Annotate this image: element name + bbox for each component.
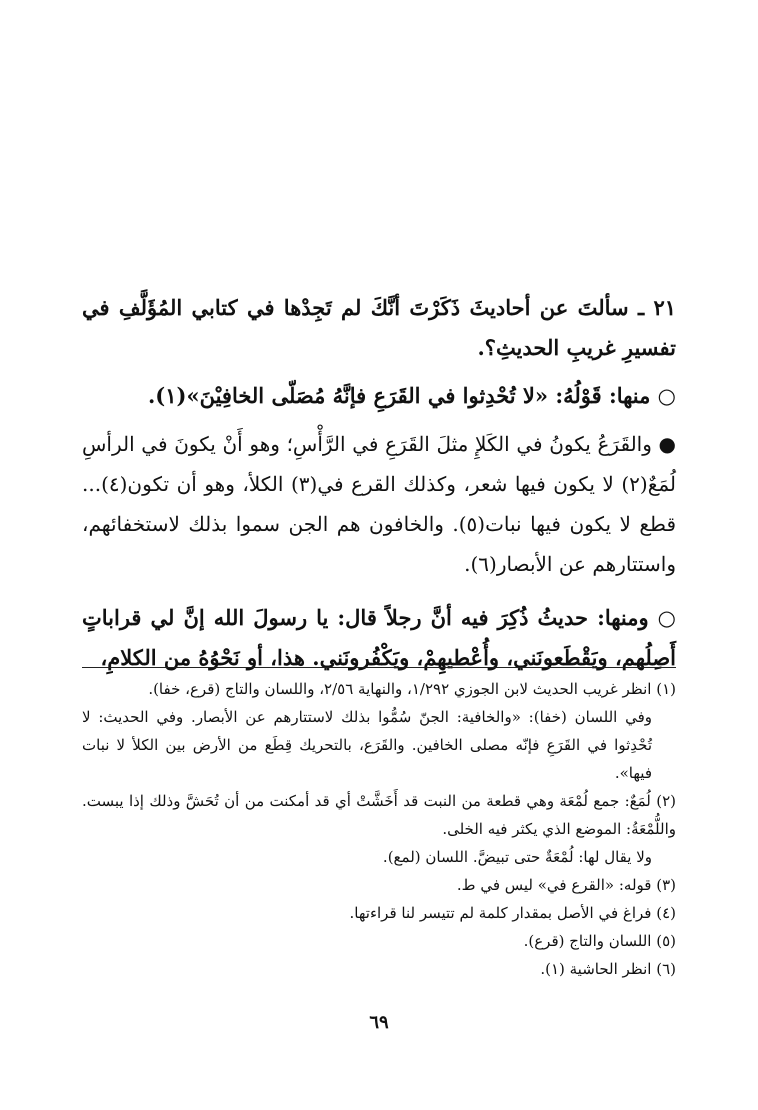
footnote-6: (٦) انظر الحاشية (١).	[540, 960, 676, 978]
footnote-2-continuation: ولا يقال لها: لُمْعَةٌ حتى تبيضَّ. اللسان (لمع).	[382, 848, 652, 866]
footnote-5: (٥) اللسان والتاج (قرع).	[523, 932, 676, 950]
footnotes	[82, 675, 676, 983]
hadith-item-2: ○ ومنها: حديثُ ذُكِرَ فيه أنَّ رجلاً قال: يا رسولَ الله إنَّ لي قراباتٍ أَصِلُهم، ويَقْطَعونَني، وأُعْطيهِمْ، ويَكْفُرونَني. هذا، أو نَحْوُهُ من الكلامِ،	[82, 605, 676, 670]
hadith-item-1: ○ منها: قَوْلُهُ: «لا تُحْدِثوا في القَرَعِ فإنَّهُ مُصَلّى الخافِيْنَ»(١).	[148, 383, 676, 408]
question-heading: ٢١ ـ سألتَ عن أحاديثَ ذَكَرْتَ أنَّكَ لم تَجِدْها في كتابي المُؤَلَّفِ في تفسيرِ غريبِ الحديثِ؟.	[82, 295, 676, 360]
page-number: ٦٩	[369, 1012, 389, 1033]
main-text	[82, 288, 676, 678]
footnote-3: (٣) قوله: «القرع في» ليس في ط.	[456, 876, 676, 894]
footnote-2: (٢) لُمَعٌ: جمع لُمْعَة وهي قطعة من النبت قد أَخَشَّتْ أي قد أمكنت من أن تُحَشَّ وذلك إذا يبست. واللُّمْعَةُ: الموضع الذي يكثر فيه الخلى.	[82, 792, 676, 838]
explanation-paragraph: ● والقَرَعُ يكونُ في الكَلإِ مثلَ القَرَعِ في الرَّأْسِ؛ وهو أَنْ يكونَ في الرأسِ لُمَعٌ(٢) لا يكون فيها شعر، وكذلك القرع في(٣) الكلأ، وهو أن تكون(٤)... قطع لا يكون فيها نبات(٥). والخافون هم الجن سموا بذلك لاستخفائهم، واستتارهم عن الأبصار(٦).	[82, 432, 677, 576]
footnote-1-continuation: وفي اللسان (خفا): «والخافية: الجنّ سُمُّوا بذلك لاستتارهم عن الأبصار. وفي الحديث: لا تُحْدِثوا في القَرَعِ فإنّه مصلى الخافين. والقَرَع، بالتحريك قِطَع من الأرض بين الكلأ لا نبات فيها».	[82, 708, 652, 782]
footnote-divider	[82, 667, 676, 668]
footnote-4: (٤) فراغ في الأصل بمقدار كلمة لم تتيسر لنا قراءتها.	[349, 904, 676, 922]
footnote-1: (١) انظر غريب الحديث لابن الجوزي ١/٢٩٢، والنهاية ٢/٥٦، واللسان والتاج (قرع، خفا).	[148, 680, 676, 698]
